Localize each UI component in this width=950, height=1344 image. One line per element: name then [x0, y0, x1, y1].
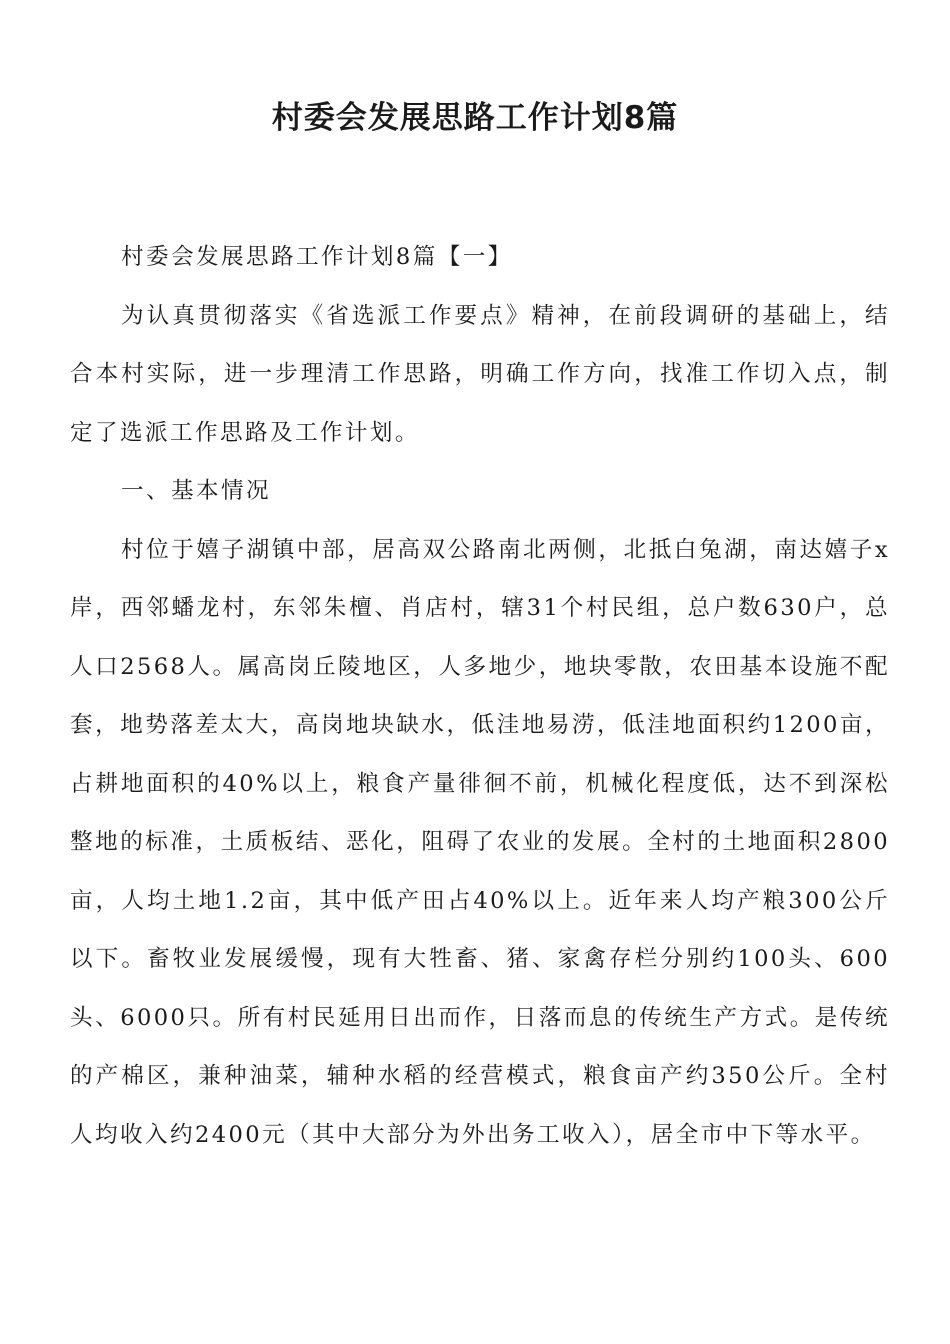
subheading-basic-situation: 一、基本情况 [121, 478, 271, 504]
basic-situation-paragraph: 村位于嬉子湖镇中部，居高双公路南北两侧，北抵白兔湖，南达嬉子x岸，西邻蟠龙村，东邻朱檀、肖店村，辖31个村民组，总户数630户，总人口2568人。属高岗丘陵地区，人多地少，地块零散，农田基本设施不配套，地势落差太大，高岗地块缺水，低洼地易涝，低洼地面积约1200亩，占耕地面积的40%以上，粮食产量徘徊不前，机械化程度低，达不到深松整地的标准，土质板结、恶化，阻碍了农业的发展。全村的土地面积2800亩，人均土地1.2亩，其中低产田占40%以上。近年来人均产粮300公斤以下。畜牧业发展缓慢，现有大牲畜、猪、家禽存栏分别约100头、600头、6000只。所有村民延用日出而作，日落而息的传统生产方式。是传统的产棉区，兼种油菜，辅种水稻的经营模式，粮食亩产约350公斤。全村人均收入约2400元（其中大部分为外出务工收入），居全市中下等水平。 [70, 536, 890, 1148]
section-heading: 村委会发展思路工作计划8篇【一】 [121, 244, 513, 270]
intro-paragraph: 为认真贯彻落实《省选派工作要点》精神，在前段调研的基础上，结合本村实际，进一步理清工作思路，明确工作方向，找准工作切入点，制定了选派工作思路及工作计划。 [70, 302, 890, 446]
document-title: 村委会发展思路工作计划8篇 [271, 100, 679, 136]
document-body [70, 228, 890, 1164]
